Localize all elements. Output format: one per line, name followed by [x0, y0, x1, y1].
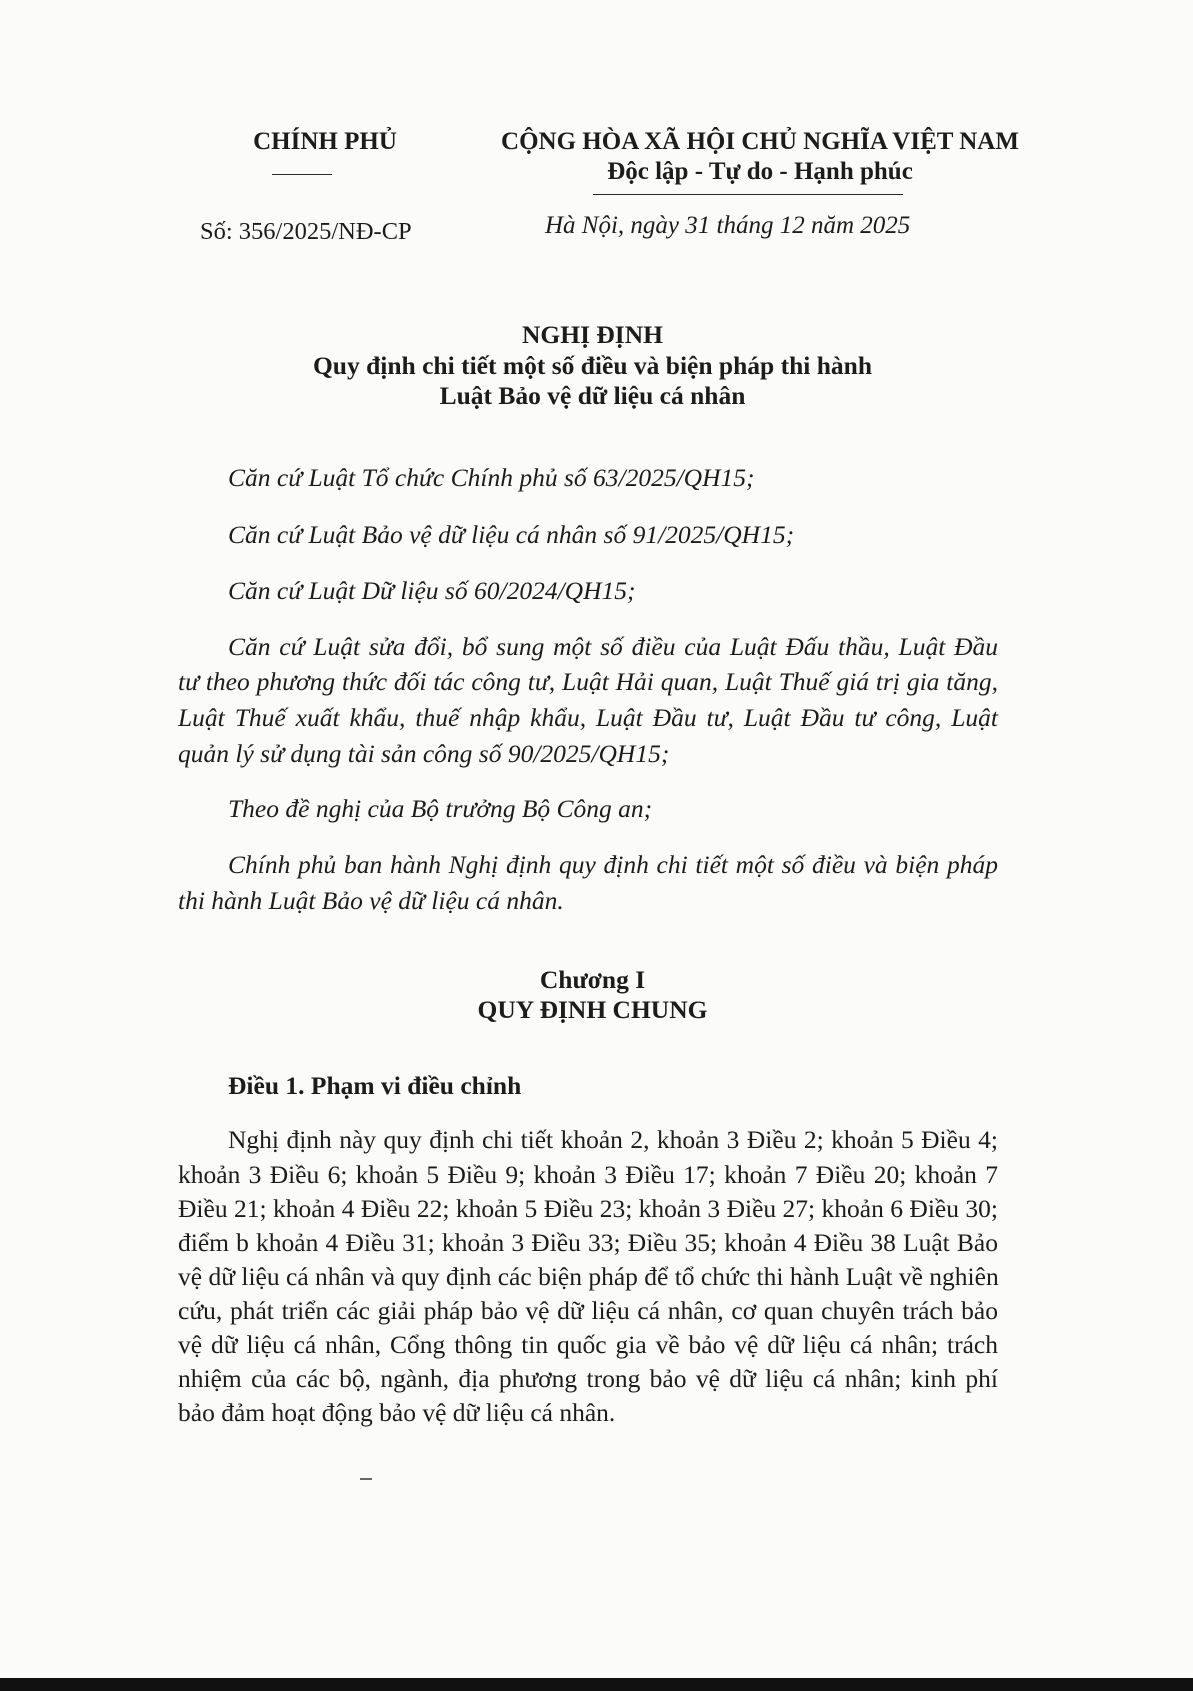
preamble-promulgation-line: Chính phủ ban hành Nghị định quy định chi tiết một số điều và biện pháp [228, 850, 998, 879]
article-1-line: Nghị định này quy định chi tiết khoản 2, khoản 3 Điều 2; khoản 5 Điều 4; [228, 1125, 998, 1154]
article-1-line: nhiệm của các bộ, ngành, địa phương trong bảo vệ dữ liệu cá nhân; kinh phí [178, 1364, 998, 1393]
preamble-promulgation-line: thi hành Luật Bảo vệ dữ liệu cá nhân. [178, 886, 564, 915]
place-and-date: Hà Nội, ngày 31 tháng 12 năm 2025 [545, 212, 911, 239]
article-1-line: khoản 3 Điều 6; khoản 5 Điều 9; khoản 3 Điều 17; khoản 7 Điều 20; khoản 7 [178, 1160, 998, 1189]
article-1-line: cứu, phát triển các giải pháp bảo vệ dữ liệu cá nhân, cơ quan chuyên trách bảo [178, 1296, 998, 1325]
document-type: NGHỊ ĐỊNH [522, 320, 663, 349]
preamble-basis-2: Căn cứ Luật Bảo vệ dữ liệu cá nhân số 91/2025/QH15; [228, 520, 795, 549]
preamble-basis-4-line: quản lý sử dụng tài sản công số 90/2025/QH15; [178, 739, 670, 768]
national-motto: Độc lập - Tự do - Hạnh phúc [607, 158, 913, 185]
article-1-line: vệ dữ liệu cá nhân, Cổng thông tin quốc gia về bảo vệ dữ liệu cá nhân; trách [178, 1330, 998, 1359]
nation-name: CỘNG HÒA XÃ HỘI CHỦ NGHĨA VIỆT NAM [501, 128, 1019, 155]
chapter-title: QUY ĐỊNH CHUNG [477, 995, 708, 1024]
scan-bottom-edge [0, 1678, 1193, 1691]
preamble-basis-3: Căn cứ Luật Dữ liệu số 60/2024/QH15; [228, 576, 636, 605]
preamble-basis-4-line: Luật Thuế xuất khẩu, thuế nhập khẩu, Luật Đầu tư, Luật Đầu tư công, Luật [178, 703, 998, 732]
article-1-heading: Điều 1. Phạm vi điều chỉnh [228, 1071, 522, 1100]
issuing-agency: CHÍNH PHỦ [253, 128, 397, 155]
article-1-line: Điều 21; khoản 4 Điều 22; khoản 5 Điều 23; khoản 3 Điều 27; khoản 6 Điều 30; [178, 1194, 998, 1223]
preamble-basis-4-line: tư theo phương thức đối tác công tư, Luật Hải quan, Luật Thuế giá trị gia tăng, [178, 667, 998, 696]
document-title-line-1: Quy định chi tiết một số điều và biện pháp thi hành [312, 351, 873, 380]
agency-underline [272, 174, 332, 175]
motto-underline [593, 194, 903, 195]
preamble-proposal: Theo đề nghị của Bộ trưởng Bộ Công an; [228, 794, 653, 823]
chapter-number: Chương I [539, 965, 646, 994]
scan-mark [360, 1478, 372, 1480]
preamble-basis-4-line: Căn cứ Luật sửa đổi, bổ sung một số điều của Luật Đấu thầu, Luật Đầu [228, 632, 998, 661]
document-title-line-2: Luật Bảo vệ dữ liệu cá nhân [439, 381, 746, 410]
article-1-line: vệ dữ liệu cá nhân và quy định các biện pháp để tổ chức thi hành Luật về nghiên [178, 1262, 999, 1291]
document-number: Số: 356/2025/NĐ-CP [200, 218, 412, 245]
article-1-line: điểm b khoản 4 Điều 31; khoản 3 Điều 33; Điều 35; khoản 4 Điều 38 Luật Bảo [178, 1228, 998, 1257]
preamble-basis-1: Căn cứ Luật Tổ chức Chính phủ số 63/2025/QH15; [228, 463, 755, 492]
article-1-line: bảo đảm hoạt động bảo vệ dữ liệu cá nhân. [178, 1398, 616, 1427]
